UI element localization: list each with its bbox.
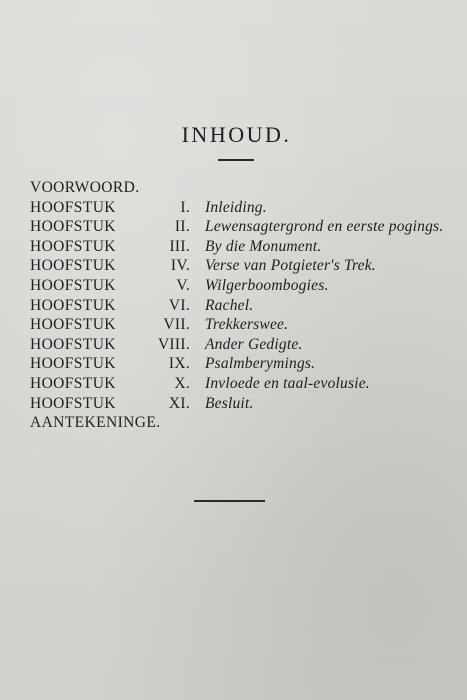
bottom-divider: [194, 500, 265, 502]
chapter-label: HOOFSTUK: [30, 374, 116, 392]
chapter-number: IX.: [168, 355, 190, 373]
chapter-label: HOOFSTUK: [30, 257, 116, 275]
chapter-number: VIII.: [157, 335, 190, 353]
chapter-label: HOOFSTUK: [30, 394, 116, 412]
toc-chapter-row: [30, 335, 450, 355]
chapter-label: HOOFSTUK: [30, 218, 116, 236]
chapter-number: VI.: [168, 296, 190, 314]
chapter-title: Trekkerswee.: [205, 316, 289, 334]
chapter-number: VII.: [163, 316, 190, 334]
chapter-number: X.: [174, 374, 190, 392]
chapter-title: Lewensagtergrond en eerste pogings.: [205, 218, 444, 236]
toc-preface: VOORWOORD.: [30, 179, 140, 196]
chapter-number: I.: [180, 198, 190, 216]
table-of-contents: [30, 178, 450, 433]
toc-chapter-row: [30, 276, 450, 296]
toc-notes-row: [30, 413, 450, 433]
chapter-label: HOOFSTUK: [30, 335, 116, 353]
chapter-label: HOOFSTUK: [30, 276, 116, 294]
toc-chapter-row: [30, 354, 450, 374]
chapter-title: Verse van Potgieter's Trek.: [205, 257, 376, 275]
toc-chapter-row: [30, 394, 450, 414]
chapter-title: Ander Gedigte.: [205, 335, 303, 353]
toc-notes: AANTEKENINGE.: [30, 414, 161, 432]
chapter-title: Invloede en taal-evolusie.: [205, 374, 370, 392]
chapter-title: Psalmberymings.: [205, 355, 316, 373]
chapter-number: IV.: [170, 257, 190, 275]
chapter-title: Rachel.: [205, 296, 254, 314]
chapter-number: XI.: [168, 394, 190, 412]
chapter-label: HOOFSTUK: [30, 296, 116, 314]
chapter-title: By die Monument.: [205, 237, 322, 255]
toc-chapter-row: [30, 237, 450, 257]
toc-preface-row: [30, 178, 450, 198]
chapter-number: III.: [169, 237, 190, 255]
page-title: INHOUD.: [181, 122, 292, 147]
chapter-label: HOOFSTUK: [30, 198, 116, 216]
toc-chapter-row: [30, 374, 450, 394]
chapter-title: Inleiding.: [205, 198, 267, 216]
toc-chapter-row: [30, 315, 450, 335]
chapter-title: Besluit.: [205, 394, 254, 412]
chapter-label: HOOFSTUK: [30, 237, 116, 255]
title-divider: [218, 159, 254, 161]
chapter-number: V.: [176, 276, 190, 294]
toc-chapter-row: [30, 256, 450, 276]
chapter-title: Wilgerboombogies.: [205, 276, 329, 294]
chapter-number: II.: [174, 218, 190, 236]
chapter-label: HOOFSTUK: [30, 355, 116, 373]
toc-chapter-row: [30, 296, 450, 316]
chapter-label: HOOFSTUK: [30, 316, 116, 334]
toc-chapter-row: [30, 198, 450, 218]
toc-chapter-row: [30, 217, 450, 237]
